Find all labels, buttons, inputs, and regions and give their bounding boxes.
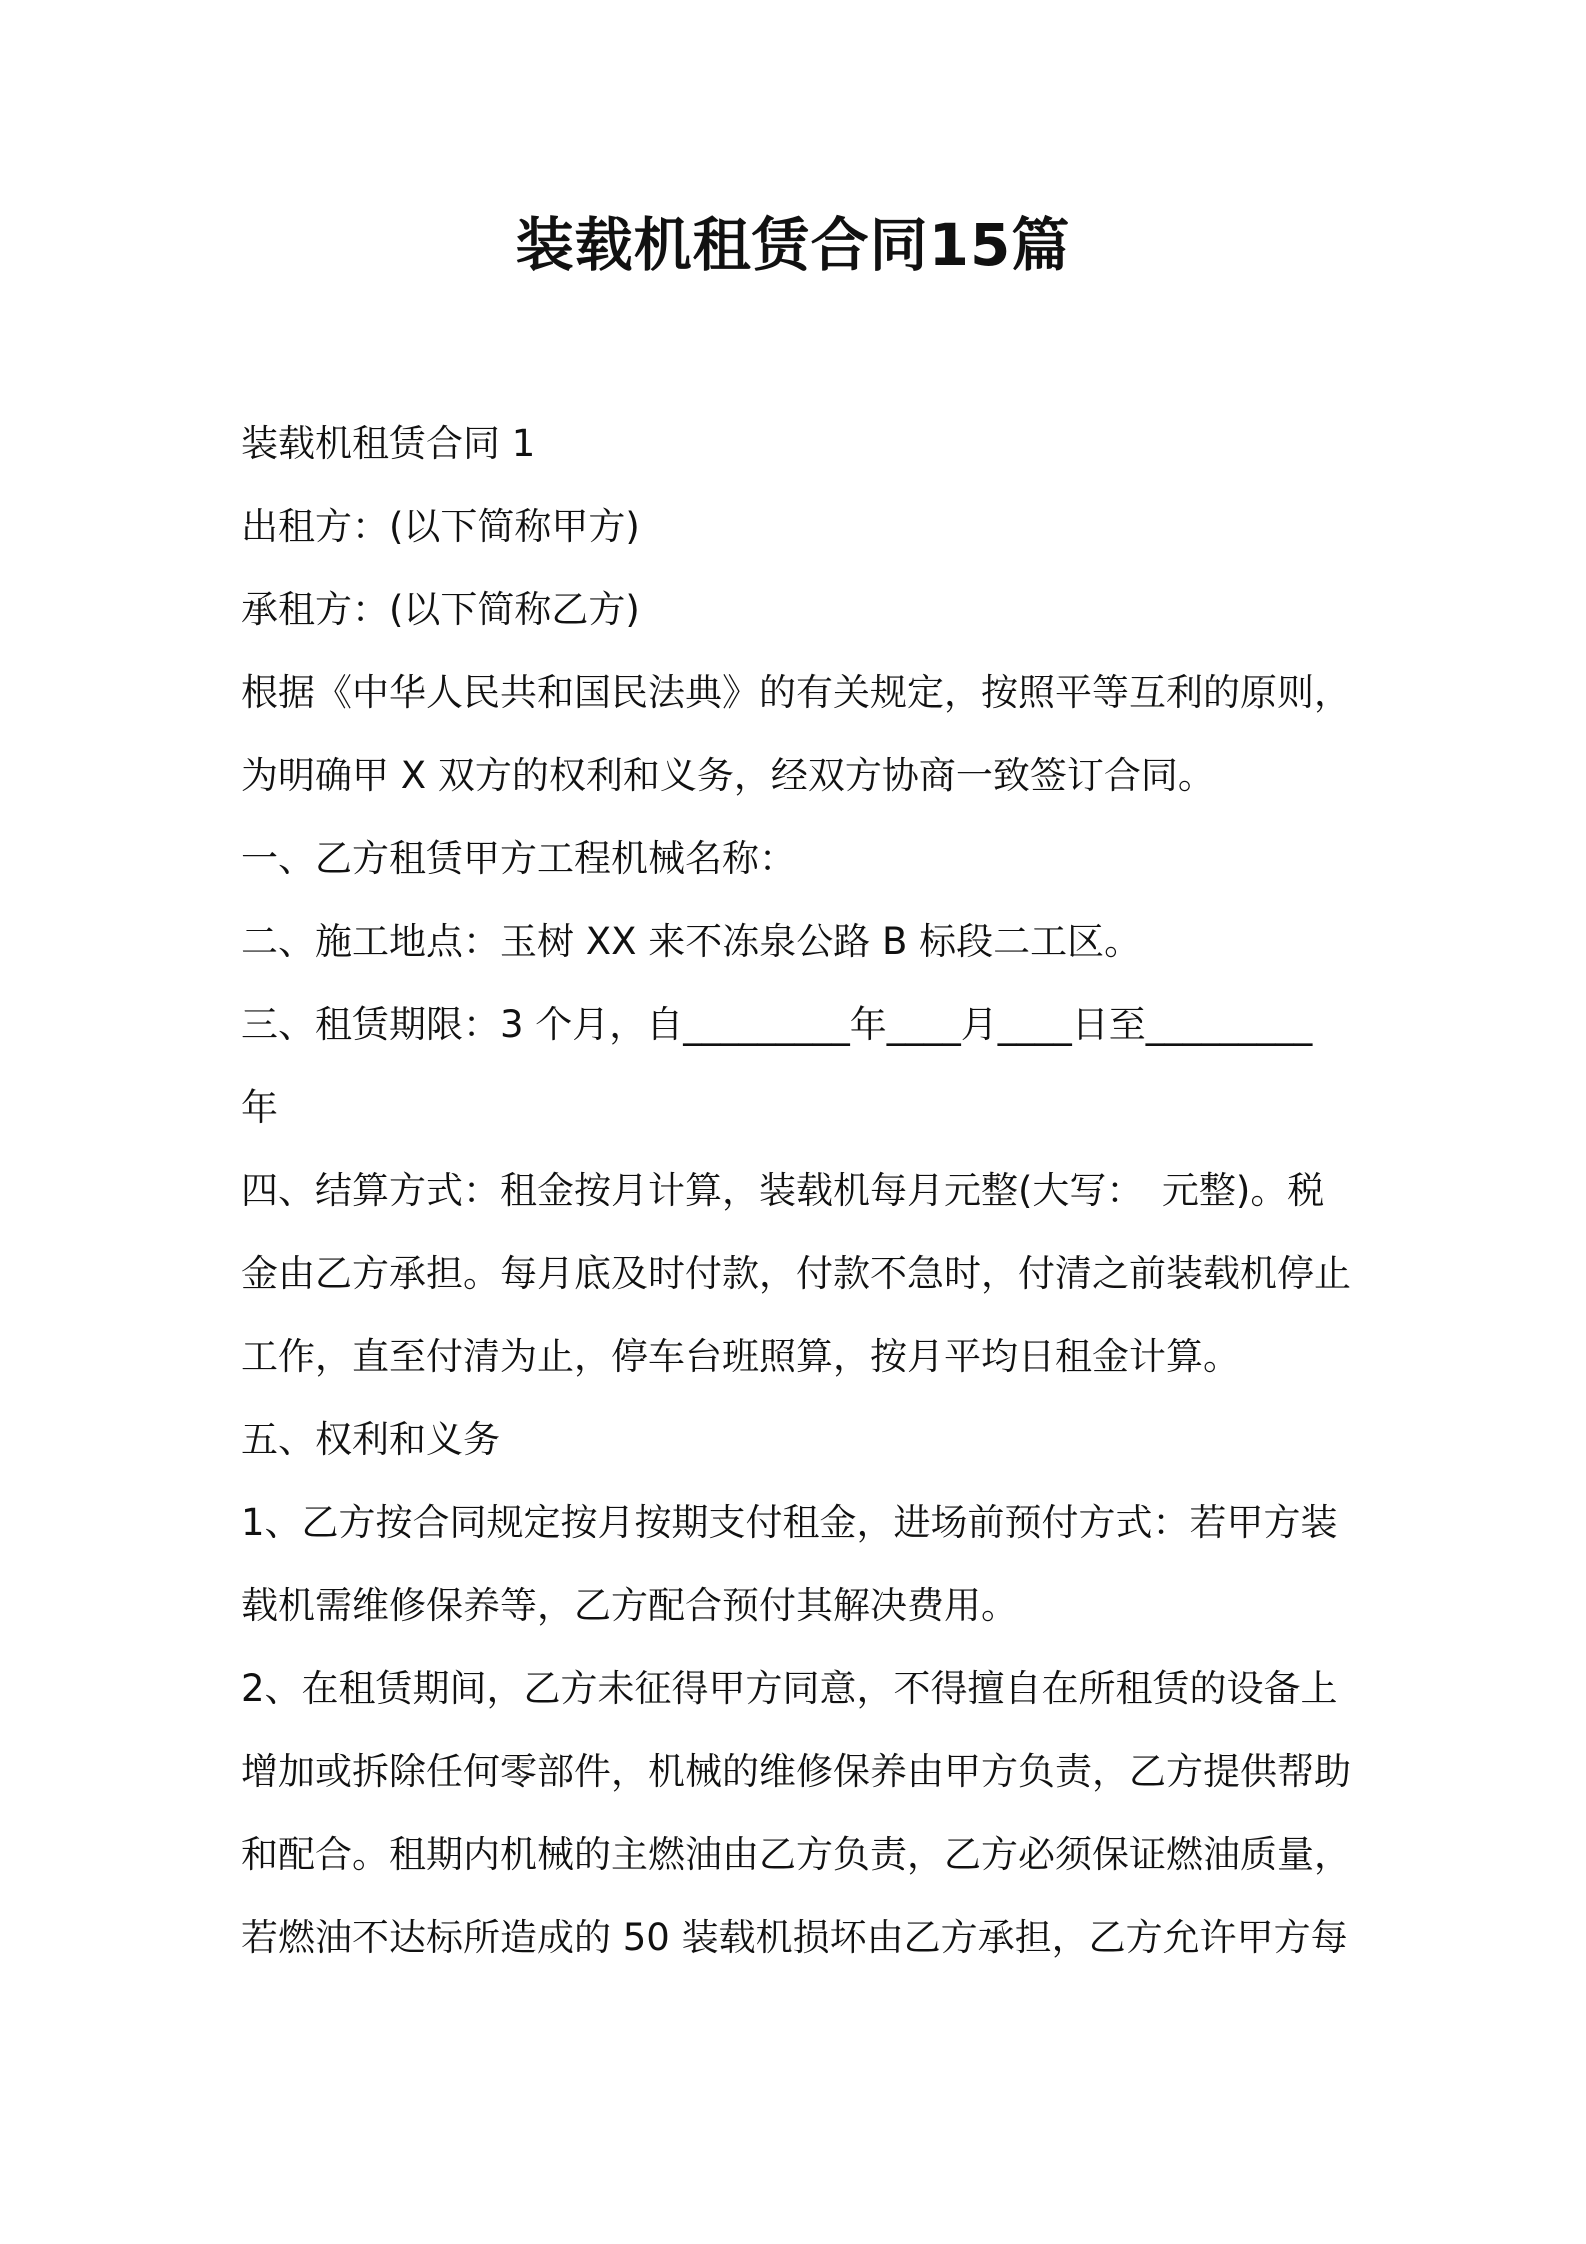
item-2-line-4: 若燃油不达标所造成的 50 装载机损坏由乙方承担，乙方允许甲方每	[241, 1916, 1348, 1959]
clause-3-lease-term: 三、租赁期限：3 个月，自_________年____月____日至_________	[241, 1003, 1313, 1046]
lessee-line: 承租方：(以下简称乙方)	[241, 588, 640, 631]
item-2-line-1: 2、在租赁期间，乙方未征得甲方同意，不得擅自在所租赁的设备上	[241, 1667, 1338, 1710]
contract-heading: 装载机租赁合同 1	[241, 422, 536, 465]
item-2-line-2: 增加或拆除任何零部件，机械的维修保养由甲方负责，乙方提供帮助	[241, 1750, 1351, 1793]
clause-4-settlement-line-2: 金由乙方承担。每月底及时付款，付款不急时，付清之前装载机停止	[241, 1252, 1351, 1295]
document-body	[241, 402, 1361, 1979]
preamble-line-1: 根据《中华人民共和国民法典》的有关规定，按照平等互利的原则，	[241, 671, 1351, 714]
clause-4-settlement-line-1: 四、结算方式：租金按月计算，装载机每月元整(大写： 元整)。税	[241, 1169, 1325, 1212]
clause-2-construction-site: 二、施工地点：玉树 XX 来不冻泉公路 B 标段二工区。	[241, 920, 1142, 963]
item-1-line-2: 载机需维修保养等，乙方配合预付其解决费用。	[241, 1584, 1018, 1627]
document-title: 装载机租赁合同15篇	[515, 211, 1071, 279]
clause-3-lease-term-cont: 年	[241, 1086, 278, 1129]
clause-5-heading: 五、权利和义务	[241, 1418, 500, 1461]
clause-1-equipment-name: 一、乙方租赁甲方工程机械名称：	[241, 837, 796, 880]
preamble-line-2: 为明确甲 X 双方的权利和义务，经双方协商一致签订合同。	[241, 754, 1215, 797]
item-2-line-3: 和配合。租期内机械的主燃油由乙方负责，乙方必须保证燃油质量，	[241, 1833, 1351, 1876]
lessor-line: 出租方：(以下简称甲方)	[241, 505, 640, 548]
clause-4-settlement-line-3: 工作，直至付清为止，停车台班照算，按月平均日租金计算。	[241, 1335, 1240, 1378]
item-1-line-1: 1、乙方按合同规定按月按期支付租金，进场前预付方式：若甲方装	[241, 1501, 1338, 1544]
